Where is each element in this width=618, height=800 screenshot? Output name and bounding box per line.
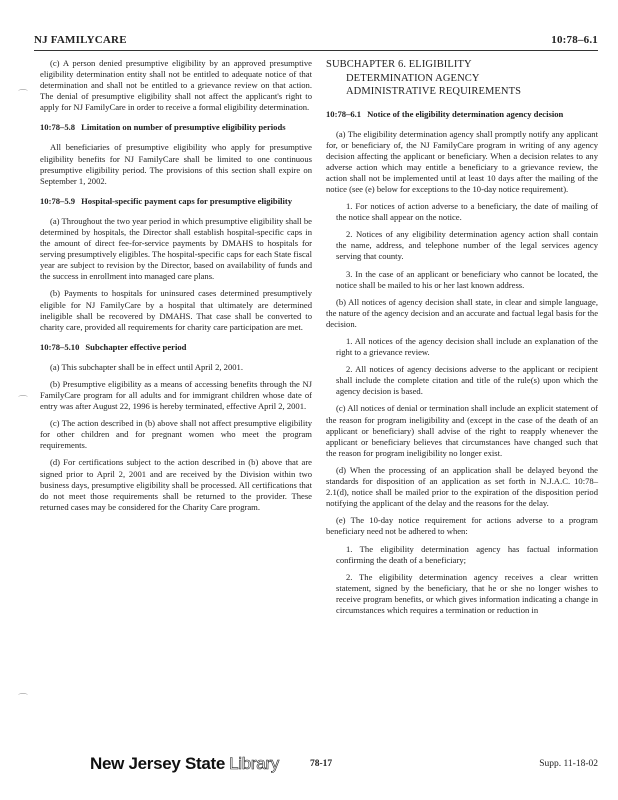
section-number: 10:78–5.10 (40, 341, 80, 352)
paragraph-a: (a) The eligibility determination agency shall promptly notify any applicant for, or beneficiary of, the NJ FamilyCare program in writing of any agency decision affecting the applicant or beneficiary. When a decision relates to any adverse action which may entitle a beneficiary to a grievance review, the action shall not be implemented until at least 10 days after the mailing of the notice (see (e) below for exceptions to the 10-day notice requirement). (326, 128, 598, 194)
paragraph-a-1: 1. For notices of action adverse to a beneficiary, the date of mailing of the notice shall appear on the notice. (336, 201, 598, 223)
paragraph-a-3: 3. In the case of an applicant or beneficiary who cannot be located, the notice shall be mailed to his or her last known address. (336, 268, 598, 290)
section-title: Hospital-specific payment caps for presumptive eligibility (81, 195, 293, 206)
section-number: 10:78–6.1 (326, 108, 362, 119)
paragraph-b: (b) Payments to hospitals for uninsured cases determined presumptively eligible for NJ FamilyCare by a hospital that ultimately are determined ineligible shall be recovered by DMAHS. That case shall be converted to charity care, provided all requirements for charity care participation are met. (40, 288, 312, 332)
paragraph: All beneficiaries of presumptive eligibility who apply for presumptive eligibility benefits for NJ FamilyCare shall be limited to one continuous presumptive eligibility period. The provisions of this section shall expire on September 1, 2002. (40, 142, 312, 186)
supplement-date: Supp. 11-18-02 (539, 759, 598, 769)
section-number: 10:78–5.8 (40, 122, 76, 133)
section-heading-6-1 (326, 109, 598, 120)
margin-mark: ⌒ (18, 396, 28, 407)
section-title: Limitation on number of presumptive eligibility periods (81, 122, 286, 133)
paragraph-a: (a) This subchapter shall be in effect until April 2, 2001. (50, 361, 243, 372)
section-heading-5-9 (40, 196, 312, 207)
header-section-number: 10:78–6.1 (551, 34, 598, 46)
section-heading-5-8 (40, 122, 312, 133)
paragraph-e: (e) The 10-day notice requirement for actions adverse to a program beneficiary need not be adhered to when: (326, 515, 598, 537)
right-column (326, 58, 598, 622)
section-heading-5-10 (40, 342, 312, 353)
paragraph-c: (c) A person denied presumptive eligibility by an approved presumptive eligibility determination entity shall not be entitled to adequate notice of that determination and shall not be entitled to a grievance review on that action. The denial of presumptive eligibility shall not affect the applicant's right to apply for NJ FamilyCare in order to receive a formal eligibility determination. (40, 58, 312, 113)
section-number: 10:78–5.9 (40, 195, 76, 206)
library-name: New Jersey State (90, 754, 226, 773)
paragraph-a: (a) Throughout the two year period in which presumptive eligibility shall be determined by hospitals, the Director shall establish hospital-specific caps in the amount of direct fee-for-service payments by DMAHS to hospitals for serving presumptively eligibles. The hospital-specific caps for each State fiscal year are subject to revision by the Director, based on availability of funds and the success in enrollment into managed care plans. (40, 215, 312, 282)
paragraph-b-1: 1. All notices of the agency decision shall include an explanation of the right to a grievance review. (336, 336, 598, 358)
header-rule (34, 50, 598, 51)
subchapter-line: DETERMINATION AGENCY (346, 72, 480, 84)
library-word: Library (229, 754, 279, 773)
left-column (40, 58, 312, 519)
library-watermark (90, 754, 279, 774)
paragraph-e-2: 2. The eligibility determination agency receives a clear written statement, signed by the beneficiary, that he or she no longer wishes to receive program benefits, or which gives information indicating a change in circumstances which requires a termination or reduction in (336, 571, 598, 615)
subchapter-line: ADMINISTRATIVE REQUIREMENTS (346, 86, 522, 97)
paragraph-a-2: 2. Notices of any eligibility determination agency action shall contain the name, address, and telephone number of the legal services agency serving that county. (336, 229, 598, 262)
subchapter-heading (326, 58, 598, 99)
paragraph-d: (d) When the processing of an application shall be delayed beyond the standards for disposition of an application as set forth in N.J.A.C. 10:78–2.1(d), notice shall be mailed prior to the expiration of the disposition period notifying the applicant of the delay and the reasons for the delay. (326, 464, 598, 509)
paragraph-b: (b) All notices of agency decision shall state, in clear and simple language, the nature of the agency decision and an accurate and factual legal basis for the decision. (326, 296, 599, 329)
paragraph-e-1: 1. The eligibility determination agency has factual information confirming the death of a beneficiary; (336, 543, 598, 565)
page-footer (34, 750, 598, 780)
subchapter-line: SUBCHAPTER 6. ELIGIBILITY (326, 59, 472, 70)
section-title: Subchapter effective period (85, 341, 187, 352)
paragraph-b: (b) Presumptive eligibility as a means of accessing benefits through the NJ FamilyCare program for all adults and for immigrant children whose date of entry was after August 22, 1996 is hereby terminated, effective April 2, 2001. (40, 378, 312, 412)
paragraph-b-2: 2. All notices of agency decisions adverse to the applicant or recipient shall include the complete citation and title of the rule(s) upon which the agency decision is based. (336, 364, 598, 397)
running-header (34, 34, 598, 50)
paragraph-c: (c) All notices of denial or termination shall include an explicit statement of the reason for program ineligibility and (except in the case of the death of an applicant or beneficiary) shall advise of the right to reapply whenever the applicant or beneficiary believes that circumstances have changed such that the reason for program ineligibility no longer exist. (326, 403, 598, 458)
margin-mark: ⌒ (18, 694, 28, 705)
page-number: 78-17 (310, 759, 333, 769)
margin-mark: ⌒ (18, 90, 28, 101)
header-title: NJ FAMILYCARE (34, 34, 127, 46)
paragraph-c: (c) The action described in (b) above shall not affect presumptive eligibility for other children and for pregnant women who meet the program requirements. (40, 418, 312, 451)
section-title: Notice of the eligibility determination agency decision (367, 108, 564, 119)
paragraph-d: (d) For certifications subject to the action described in (b) above that are signed prior to April 2, 2001 and are received by the Division within two business days, presumptive eligibility shall be processed. All certifications that do not meet those requirements shall be returned to the provider. These returned cases may be considered for the Charity Care program. (40, 457, 312, 512)
